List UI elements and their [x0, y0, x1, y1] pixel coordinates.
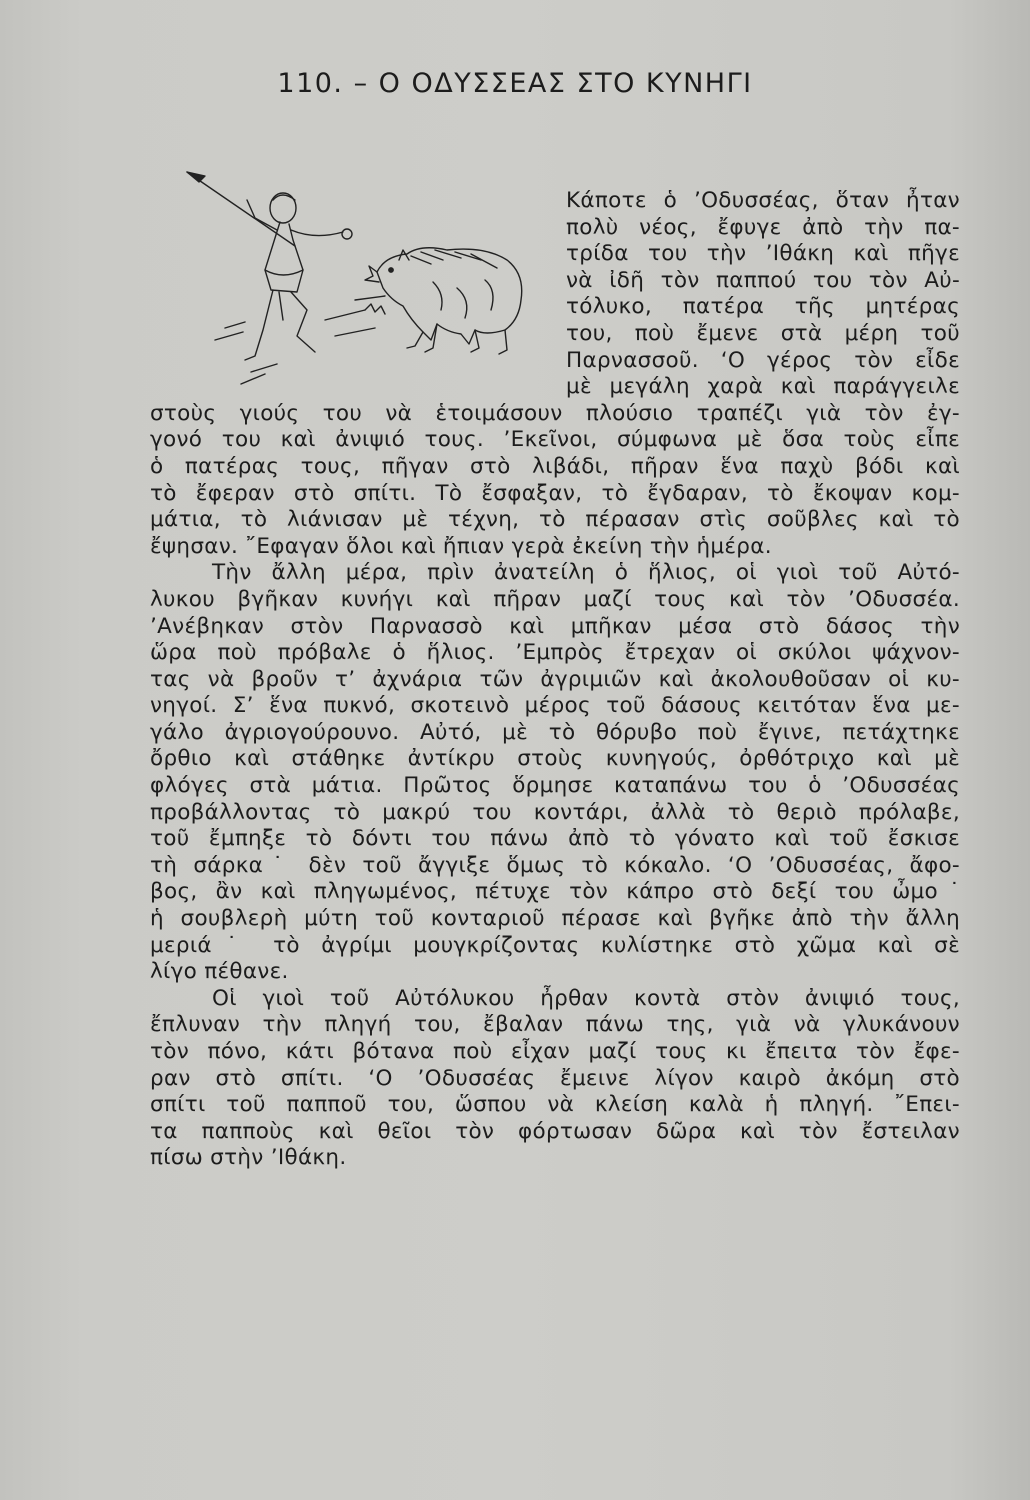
text-line: τοῦ ἔμπηξε τὸ δόντι του πάνω ἀπὸ τὸ γόνατο καὶ τοῦ ἔσκισε: [150, 826, 960, 852]
text-line: μάτια, τὸ λιάνισαν μὲ τέχνη, τὸ πέρασαν στὶς σοῦβλες καὶ τὸ: [150, 507, 960, 533]
text-line: τα παπποὺς καὶ θεῖοι τὸν φόρτωσαν δῶρα καὶ τὸν ἔστειλαν: [150, 1118, 960, 1144]
text-line: Παρνασσοῦ. ‘Ο γέρος τὸν εἶδε: [566, 347, 960, 373]
text-line: τόλυκο, πατέρα τῆς μητέρας: [566, 294, 960, 320]
text-line: μεριά˙ τὸ ἀγρίμι μουγκρίζοντας κυλίστηκε στὸ χῶμα καὶ σὲ: [150, 932, 960, 958]
text-line: ἔπλυναν τὴν πληγή του, ἔβαλαν πάνω της, γιὰ νὰ γλυκάνουν: [150, 1012, 960, 1038]
text-line: ἔψησαν. ῎Εφαγαν ὅλοι καὶ ἤπιαν γερὰ ἐκείνη τὴν ἡμέρα.: [150, 533, 772, 559]
text-line: σπίτι τοῦ παπποῦ του, ὥσπου νὰ κλείση καλὰ ἡ πληγή. ῎Επει-: [150, 1092, 960, 1118]
text-line: Οἱ γιοὶ τοῦ Αὐτόλυκου ἦρθαν κοντὰ στὸν ἀνιψιό τους,: [212, 985, 960, 1011]
text-line: λίγο πέθανε.: [150, 959, 289, 985]
text-line: γονό του καὶ ἀνιψιό τους. ’Εκεῖνοι, σύμφωνα μὲ ὅσα τοὺς εἶπε: [150, 427, 960, 453]
text-line: γάλο ἀγριογούρουνο. Αὐτό, μὲ τὸ θόρυβο ποὺ ἔγινε, πετάχτηκε: [150, 719, 960, 745]
paragraph-1: [150, 188, 960, 1172]
text-line: τὸν πόνο, κάτι βότανα ποὺ εἶχαν μαζί τους κι ἔπειτα τὸν ἔφε-: [150, 1039, 960, 1064]
text-line: νηγοί. Σ’ ἕνα πυκνό, σκοτεινὸ μέρος τοῦ δάσους κειτόταν ἕνα με-: [150, 693, 960, 719]
text-line: ὥρα ποὺ πρόβαλε ὁ ἥλιος. ’Εμπρὸς ἔτρεχαν οἱ σκύλοι ψάχνον-: [150, 640, 960, 666]
text-line: στοὺς γιούς του νὰ ἑτοιμάσουν πλούσιο τραπέζι γιὰ τὸν ἐγ-: [150, 400, 960, 426]
text-line: τρίδα του τὴν ’Ιθάκη καὶ πῆγε: [566, 241, 960, 267]
text-line: ραν στὸ σπίτι. ‘Ο ’Οδυσσέας ἔμεινε λίγον καιρὸ ἀκόμη στὸ: [150, 1065, 960, 1091]
text-line: Κάποτε ὁ ’Οδυσσέας, ὅταν ἦταν: [566, 188, 960, 213]
text-line: τὸ ἔφεραν στὸ σπίτι. Τὸ ἔσφαξαν, τὸ ἔγδαραν, τὸ ἔκοψαν κομ-: [150, 480, 960, 506]
text-line: φλόγες στὰ μάτια. Πρῶτος ὅρμησε καταπάνω του ὁ ’Οδυσσέας: [150, 773, 960, 799]
text-line: τας νὰ βροῦν τ’ ἀχνάρια τῶν ἀγριμιῶν καὶ ἀκολουθοῦσαν οἱ κυ-: [150, 666, 960, 692]
text-line: του, ποὺ ἔμενε στὰ μέρη τοῦ: [566, 320, 960, 346]
text-line: Τὴν ἄλλη μέρα, πρὶν ἀνατείλη ὁ ἥλιος, οἱ γιοὶ τοῦ Αὐτό-: [212, 560, 960, 586]
text-line: λυκου βγῆκαν κυνήγι καὶ πῆραν μαζί τους καὶ τὸν ’Οδυσσέα.: [150, 586, 960, 612]
text-line: πολὺ νέος, ἔφυγε ἀπὸ τὴν πα-: [566, 214, 960, 240]
chapter-heading: 110. – Ο ΟΔΥΣΣΕΑΣ ΣΤΟ ΚΥΝΗΓΙ: [277, 68, 753, 99]
text-line: ’Ανέβηκαν στὸν Παρνασσὸ καὶ μπῆκαν μέσα στὸ δάσος τὴν: [150, 613, 960, 639]
text-line: ὁ πατέρας τους, πῆγαν στὸ λιβάδι, πῆραν ἕνα παχὺ βόδι καὶ: [150, 453, 960, 479]
text-line: ἡ σουβλερὴ μύτη τοῦ κονταριοῦ πέρασε καὶ βγῆκε ἀπὸ τὴν ἄλλη: [150, 906, 960, 932]
text-line: ὄρθιο καὶ στάθηκε ἀντίκρυ στοὺς κυνηγούς, ὀρθότριχο καὶ μὲ: [150, 746, 960, 772]
text-line: πίσω στὴν ’Ιθάκη.: [150, 1145, 347, 1171]
text-line: τὴ σάρκα˙ δὲν τοῦ ἄγγιξε ὅμως τὸ κόκαλο. ‘Ο ’Οδυσσέας, ἄφο-: [150, 852, 960, 878]
text-line: βος, ἂν καὶ πληγωμένος, πέτυχε τὸν κάπρο στὸ δεξί του ὦμο˙: [150, 879, 960, 905]
text-line: προβάλλοντας τὸ μακρύ του κοντάρι, ἀλλὰ τὸ θεριὸ πρόλαβε,: [150, 799, 960, 825]
text-line: νὰ ἰδῆ τὸν παππού του τὸν Αὐ-: [566, 267, 960, 293]
text-line: μὲ μεγάλη χαρὰ καὶ παράγγειλε: [566, 374, 960, 400]
